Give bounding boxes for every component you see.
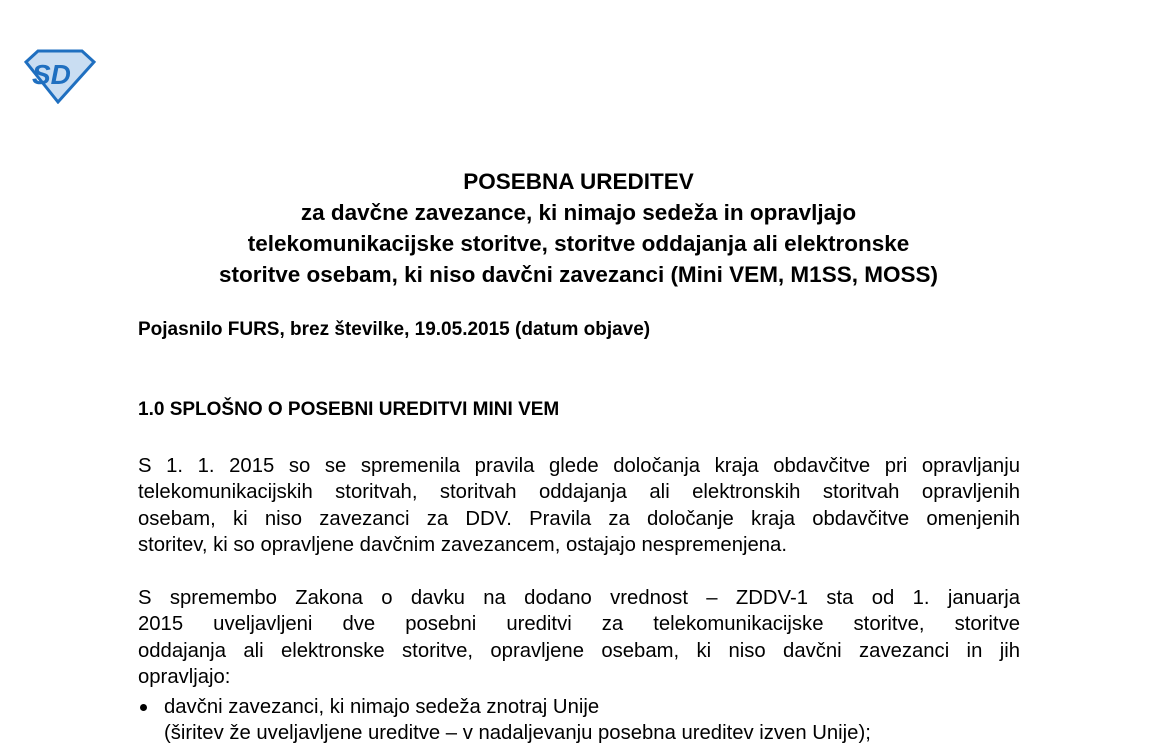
paragraph-1 (138, 453, 1020, 558)
text-line: S 1. 1. 2015 so se spremenila pravila glede določanja kraja obdavčitve pri opravljanju (138, 455, 1020, 477)
text-line: opravljajo: (138, 665, 231, 688)
section-heading: 1.0 SPLOŠNO O POSEBNI UREDITVI MINI VEM (138, 399, 560, 420)
text-line: oddajanja ali elektronske storitve, opravljene osebam, ki niso davčni zavezanci in jih (138, 639, 1020, 662)
title-line: telekomunikacijske storitve, storitve oddajanja ali elektronske (247, 231, 910, 256)
text-line: telekomunikacijskih storitvah, storitvah oddajanja ali elektronskih storitvah opravljenih (138, 481, 1020, 504)
title-line: POSEBNA UREDITEV (463, 169, 694, 194)
paragraph-2 (138, 585, 1020, 690)
document-subtitle: Pojasnilo FURS, brez številke, 19.05.2015 (datum objave) (138, 319, 651, 340)
text-line: 2015 uveljavljeni dve posebni ureditvi za telekomunikacijske storitve, storitve (138, 613, 1020, 636)
bullet-item (138, 694, 871, 747)
text-line: osebam, ki niso zavezanci za DDV. Pravila za določanje kraja obdavčitve omenjenih (138, 507, 1020, 530)
title-line: za davčne zavezance, ki nimajo sedeža in opravljajo (300, 200, 857, 225)
text-line: S spremembo Zakona o davku na dodano vrednost – ZDDV-1 sta od 1. januarja (138, 587, 1020, 609)
text-line: (širitev že uveljavljene ureditve – v nadaljevanju posebna ureditev izven Unije); (164, 722, 871, 745)
title-line: storitve osebam, ki niso davčni zavezanci (Mini VEM, M1SS, MOSS) (219, 262, 938, 287)
logo-icon (22, 48, 96, 104)
svg-text:SD: SD (32, 59, 71, 90)
document-title (0, 166, 1157, 290)
text-line: storitev, ki so opravljene davčnim zavezancem, ostajajo nespremenjena. (138, 533, 787, 556)
text-line: davčni zavezanci, ki nimajo sedeža znotraj Unije (164, 696, 600, 718)
bullet-icon (140, 704, 147, 711)
